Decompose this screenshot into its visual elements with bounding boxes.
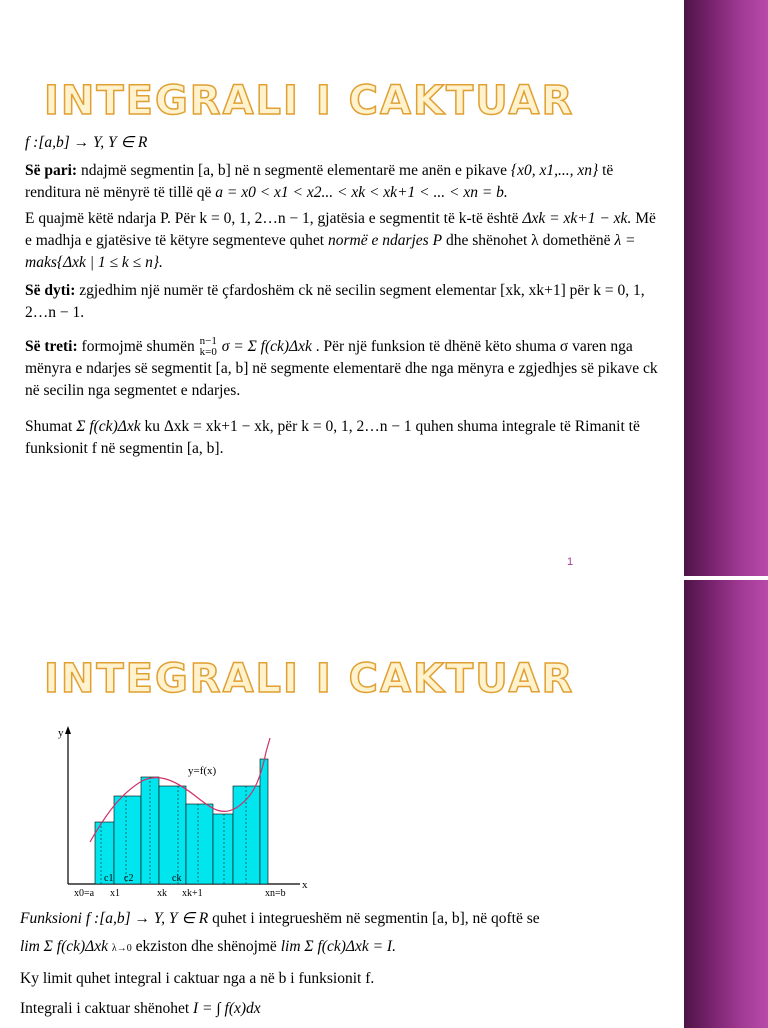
label-x1: x1 — [110, 888, 120, 899]
bar — [159, 786, 186, 884]
sums-paragraph — [25, 416, 660, 460]
x-axis-label: x — [302, 879, 308, 891]
riemann-bars — [95, 759, 268, 884]
partition-paragraph — [25, 208, 660, 274]
integrable-text: quhet i integrueshëm në segmentin [a, b], në qoftë se — [212, 910, 540, 927]
sum-symbol — [200, 336, 217, 358]
integrable-function: Funksioni f :[a,b] → Y, Y ∈ R — [20, 910, 209, 927]
limit-text: ekziston dhe shënojmë — [135, 938, 277, 955]
step-3-paragraph — [25, 336, 660, 402]
label-c1: c1 — [104, 873, 114, 884]
slide-title: INTEGRALI I CAKTUAR — [44, 656, 575, 702]
partition-delta: Δxk = xk+1 − xk. — [522, 210, 632, 227]
y-axis-label: y — [58, 727, 64, 739]
bar — [114, 796, 141, 884]
step-1-paragraph — [25, 160, 660, 204]
page-number: 1 — [567, 556, 574, 568]
y-axis-arrow — [65, 726, 71, 734]
notation-paragraph — [20, 998, 670, 1020]
label-c2: c2 — [124, 873, 134, 884]
bar — [213, 814, 233, 884]
partition-text: E quajmë këtë ndarja P. Për k = 0, 1, 2…n − 1, gjatësia e segmentit të k-të është — [25, 210, 519, 227]
label-xn: xn=b — [265, 888, 286, 899]
function-definition: f :[a,b] → Y, Y ∈ R — [25, 134, 148, 151]
sum-upper-limit: n−1 — [199, 335, 217, 348]
definition-paragraph: Ky limit quhet integral i caktuar nga a në b i funksionit f. — [20, 970, 375, 987]
norm-text-a: Më e madhja e gjatësive të këtyre segmenteve quhet — [25, 210, 656, 249]
slide-body — [25, 132, 660, 460]
step-3-text-b: . Për një funksion të dhënë këto shuma σ varen nga mënyra e ndarjes së segmentit [a, b] në segmente elementarë dhe nga mënyra e zgjedhjes së pikave ck në secilin nga segmentet e ndarjes. — [25, 338, 658, 400]
limit-formula: lim Σ f(ck)Δxk — [20, 938, 109, 955]
integrable-paragraph — [20, 908, 670, 930]
norm-text-b: dhe shënohet λ — [445, 232, 539, 249]
decorative-band — [684, 580, 768, 1028]
step-2-text: zgjedhim një numër të çfardoshëm ck në secilin segment elementar [xk, xk+1] për k = 0, 1, 2…n − 1. — [25, 282, 645, 321]
label-x0: x0=a — [74, 888, 95, 899]
curve-label: y=f(x) — [188, 765, 217, 777]
bar — [186, 804, 213, 884]
step-2-paragraph — [25, 280, 660, 324]
sums-formula: Σ f(ck)Δxk — [76, 418, 141, 436]
norm-text-c: domethënë — [542, 232, 611, 249]
norm-italic: normë e ndarjes P — [327, 232, 443, 249]
sums-text-b: ku Δxk = xk+1 − xk, për k = 0, 1, 2…n − 1 quhen shuma integrale të Rimanit të funksionit f në segmentin [a, b]. — [25, 418, 640, 458]
step-1-text-a: ndajmë segmentin [a, b] në n segmentë elementarë me anën e pikave — [80, 162, 508, 179]
bar — [233, 786, 260, 884]
step-1-label: Së pari: — [25, 162, 78, 179]
step-1-chain: a = x0 < x1 < x2... < xk < xk+1 < ... < xn = b. — [215, 184, 508, 201]
slide-title: INTEGRALI I CAKTUAR — [44, 78, 575, 124]
limit-subscript: λ→0 — [111, 943, 132, 954]
step-3-formula: σ = Σ f(ck)Δxk — [221, 338, 312, 355]
slide-2-body — [20, 908, 670, 1020]
sums-text-a: Shumat — [25, 418, 73, 436]
limit-paragraph — [20, 936, 670, 960]
step-2-label: Së dyti: — [25, 282, 76, 299]
decorative-band — [684, 0, 768, 576]
step-3-text-a: formojmë shumën — [81, 338, 195, 355]
label-xk: xk — [157, 888, 167, 899]
limit-formula-2: lim Σ f(ck)Δxk = I. — [280, 938, 396, 955]
norm-formula: λ = maks{Δxk | 1 ≤ k ≤ n}. — [25, 232, 636, 271]
bar — [260, 759, 268, 884]
riemann-sum-graph — [60, 724, 320, 902]
step-1-text-b: të renditura në mënyrë të tillë që — [25, 162, 614, 201]
label-ck: ck — [172, 873, 182, 884]
sum-lower-limit: k=0 — [199, 346, 217, 359]
notation-formula: I = ∫ f(x)dx — [193, 1000, 261, 1017]
label-xk1: xk+1 — [182, 888, 203, 899]
step-3-label: Së treti: — [25, 338, 78, 355]
step-1-points: {x0, x1,..., xn} — [510, 162, 599, 179]
slide-2 — [0, 576, 768, 1024]
notation-text: Integrali i caktuar shënohet — [20, 1000, 190, 1017]
